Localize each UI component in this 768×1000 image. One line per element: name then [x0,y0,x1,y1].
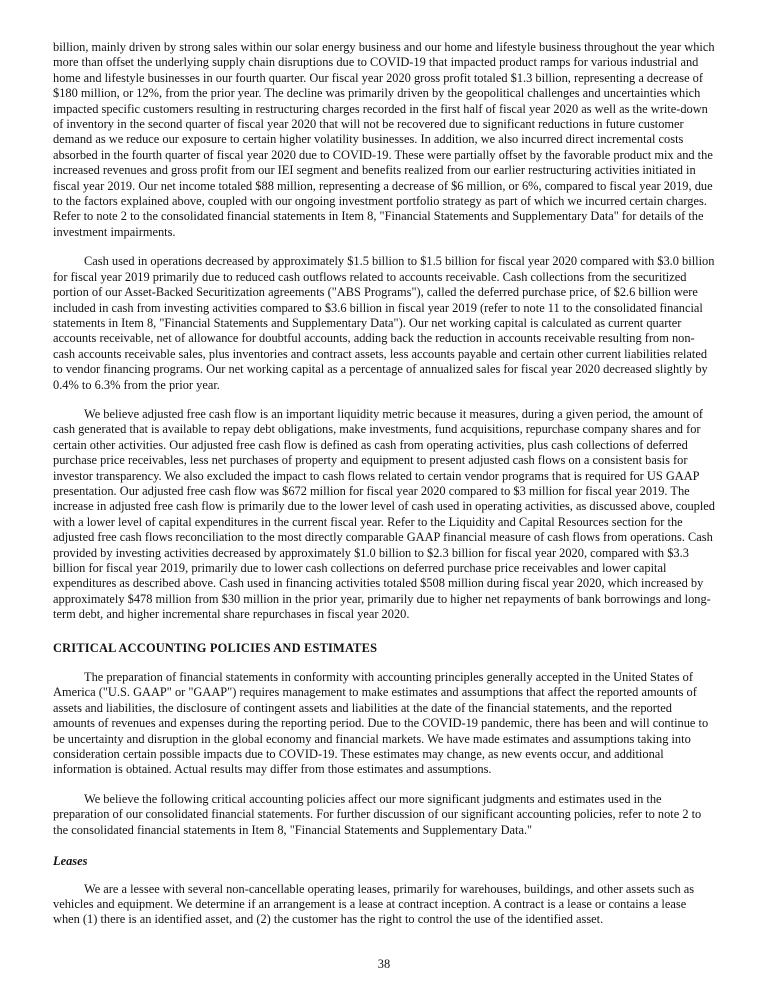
subsection-heading-leases: Leases [53,854,88,869]
paragraph-continuation: billion, mainly driven by strong sales within our solar energy business and our home and lifestyle business throughout the year which more than offset the underlying supply chain disruptions due to COVID-19 that impacted product ramps for various industrial and home and lifestyle businesses in our fourth quarter. Our fiscal year 2020 gross profit totaled $1.3 billion, representing a decrease of $180 million, or 12%, from the prior year. The decline was primarily driven by the geopolitical challenges and uncertainties which impacted specific customers resulting in restructuring charges recorded in the first half of fiscal year 2020 as well as the write-down of inventory in the second quarter of fiscal year 2020 that will not be recovered due to significant reductions in future customer demand as we reduce our exposure to certain higher volatility businesses. In addition, we also incurred direct incremental costs absorbed in the fourth quarter of fiscal year 2020 due to COVID-19. These were partially offset by the favorable product mix and the increased revenues and gross profit from our IEI segment and benefits realized from our earlier restructuring activities initiated in fiscal year 2019. Our net income totaled $88 million, representing a decrease of $6 million, or 6%, compared to fiscal year 2019, due to the factors explained above, coupled with our ongoing investment portfolio strategy as part of which we incurred certain charges. Refer to note 2 to the consolidated financial statements in Item 8, "Financial Statements and Supplementary Data" for details of the investment impairments. [53,40,715,239]
section-heading-critical-accounting-policies: CRITICAL ACCOUNTING POLICIES AND ESTIMATES [53,640,378,655]
paragraph-critical-accounting-policies-intro: We believe the following critical accounting policies affect our more significant judgments and estimates used in the preparation of our consolidated financial statements. For further discussion of our significant accounting policies, refer to note 2 to the consolidated financial statements in Item 8, "Financial Statements and Supplementary Data." [53,791,702,837]
page-number: 38 [377,956,391,971]
paragraph-adjusted-free-cash-flow: We believe adjusted free cash flow is an important liquidity metric because it measures, during a given period, the amount of cash generated that is available to repay debt obligations, make investments, fund acquisitions, repurchase company shares and for certain other activities. Our adjusted free cash flow is defined as cash from operating activities, plus cash collections of deferred purchase price receivables, less net purchases of property and equipment to present adjusted cash flows on a consistent basis for investor transparency. We also excluded the impact to cash flows related to certain vendor programs that is required for US GAAP presentation. Our adjusted free cash flow was $672 million for fiscal year 2020 compared to $3 million for fiscal year 2019. The increase in adjusted free cash flow is primarily due to the lower level of cash used in operating activities, as discussed above, coupled with a lower level of capital expenditures in the current fiscal year. Refer to the Liquidity and Capital Resources section for the adjusted free cash flows reconciliation to the most directly comparable GAAP financial measure of cash flows from operations. Cash provided by investing activities decreased by approximately $1.0 billion to $2.3 billion for fiscal year 2020, compared with $3.3 billion for fiscal year 2019, primarily due to lower cash collections on deferred purchase price receivables and lower capital expenditures as described above. Cash used in financing activities totaled $508 million during fiscal year 2020, which increased by approximately $478 million from $30 million in the prior year, primarily due to higher net repayments of bank borrowings and long-term debt, and higher incremental share repurchases in fiscal year 2020. [53,406,715,622]
paragraph-leases: We are a lessee with several non-cancellable operating leases, primarily for warehouses, buildings, and other assets such as vehicles and equipment. We determine if an arrangement is a lease at contract inception. A contract is a lease or contains a lease when (1) there is an identified asset, and (2) the customer has the right to control the use of the identified asset. [53,881,695,927]
paragraph-cash-operations: Cash used in operations decreased by approximately $1.5 billion to $1.5 billion for fiscal year 2020 compared with $3.0 billion for fiscal year 2019 primarily due to reduced cash outflows related to accounts receivable. Cash collections from the securitized portion of our Asset-Backed Securitization agreements ("ABS Programs"), called the deferred purchase price, of $2.6 billion were included in cash from investing activities compared to $3.6 billion in fiscal year 2019 (refer to note 11 to the consolidated financial statements in Item 8, "Financial Statements and Supplementary Data"). Our net working capital is calculated as current quarter accounts receivable, net of allowance for doubtful accounts, adding back the reduction in accounts receivable resulting from non-cash accounts receivable sales, plus inventories and contract assets, less accounts payable and certain other current liabilities related to vendor financing programs. Our net working capital as a percentage of annualized sales for fiscal year 2020 decreased slightly by 0.4% to 6.3% from the prior year. [53,254,715,392]
paragraph-preparation-of-financial-statements: The preparation of financial statements in conformity with accounting principles generally accepted in the United States of America ("U.S. GAAP" or "GAAP") requires management to make estimates and assumptions that affect the reported amounts of assets and liabilities, the disclosure of contingent assets and liabilities at the date of the financial statements, and the reported amounts of revenues and expenses during the reporting period. Due to the COVID-19 pandemic, there has been and will continue to be uncertainty and disruption in the global economy and financial markets. We have made estimates and assumptions taking into consideration certain possible impacts due to COVID-19. These estimates may change, as new events occur, and additional information is obtained. Actual results may differ from those estimates and assumptions. [53,670,709,777]
